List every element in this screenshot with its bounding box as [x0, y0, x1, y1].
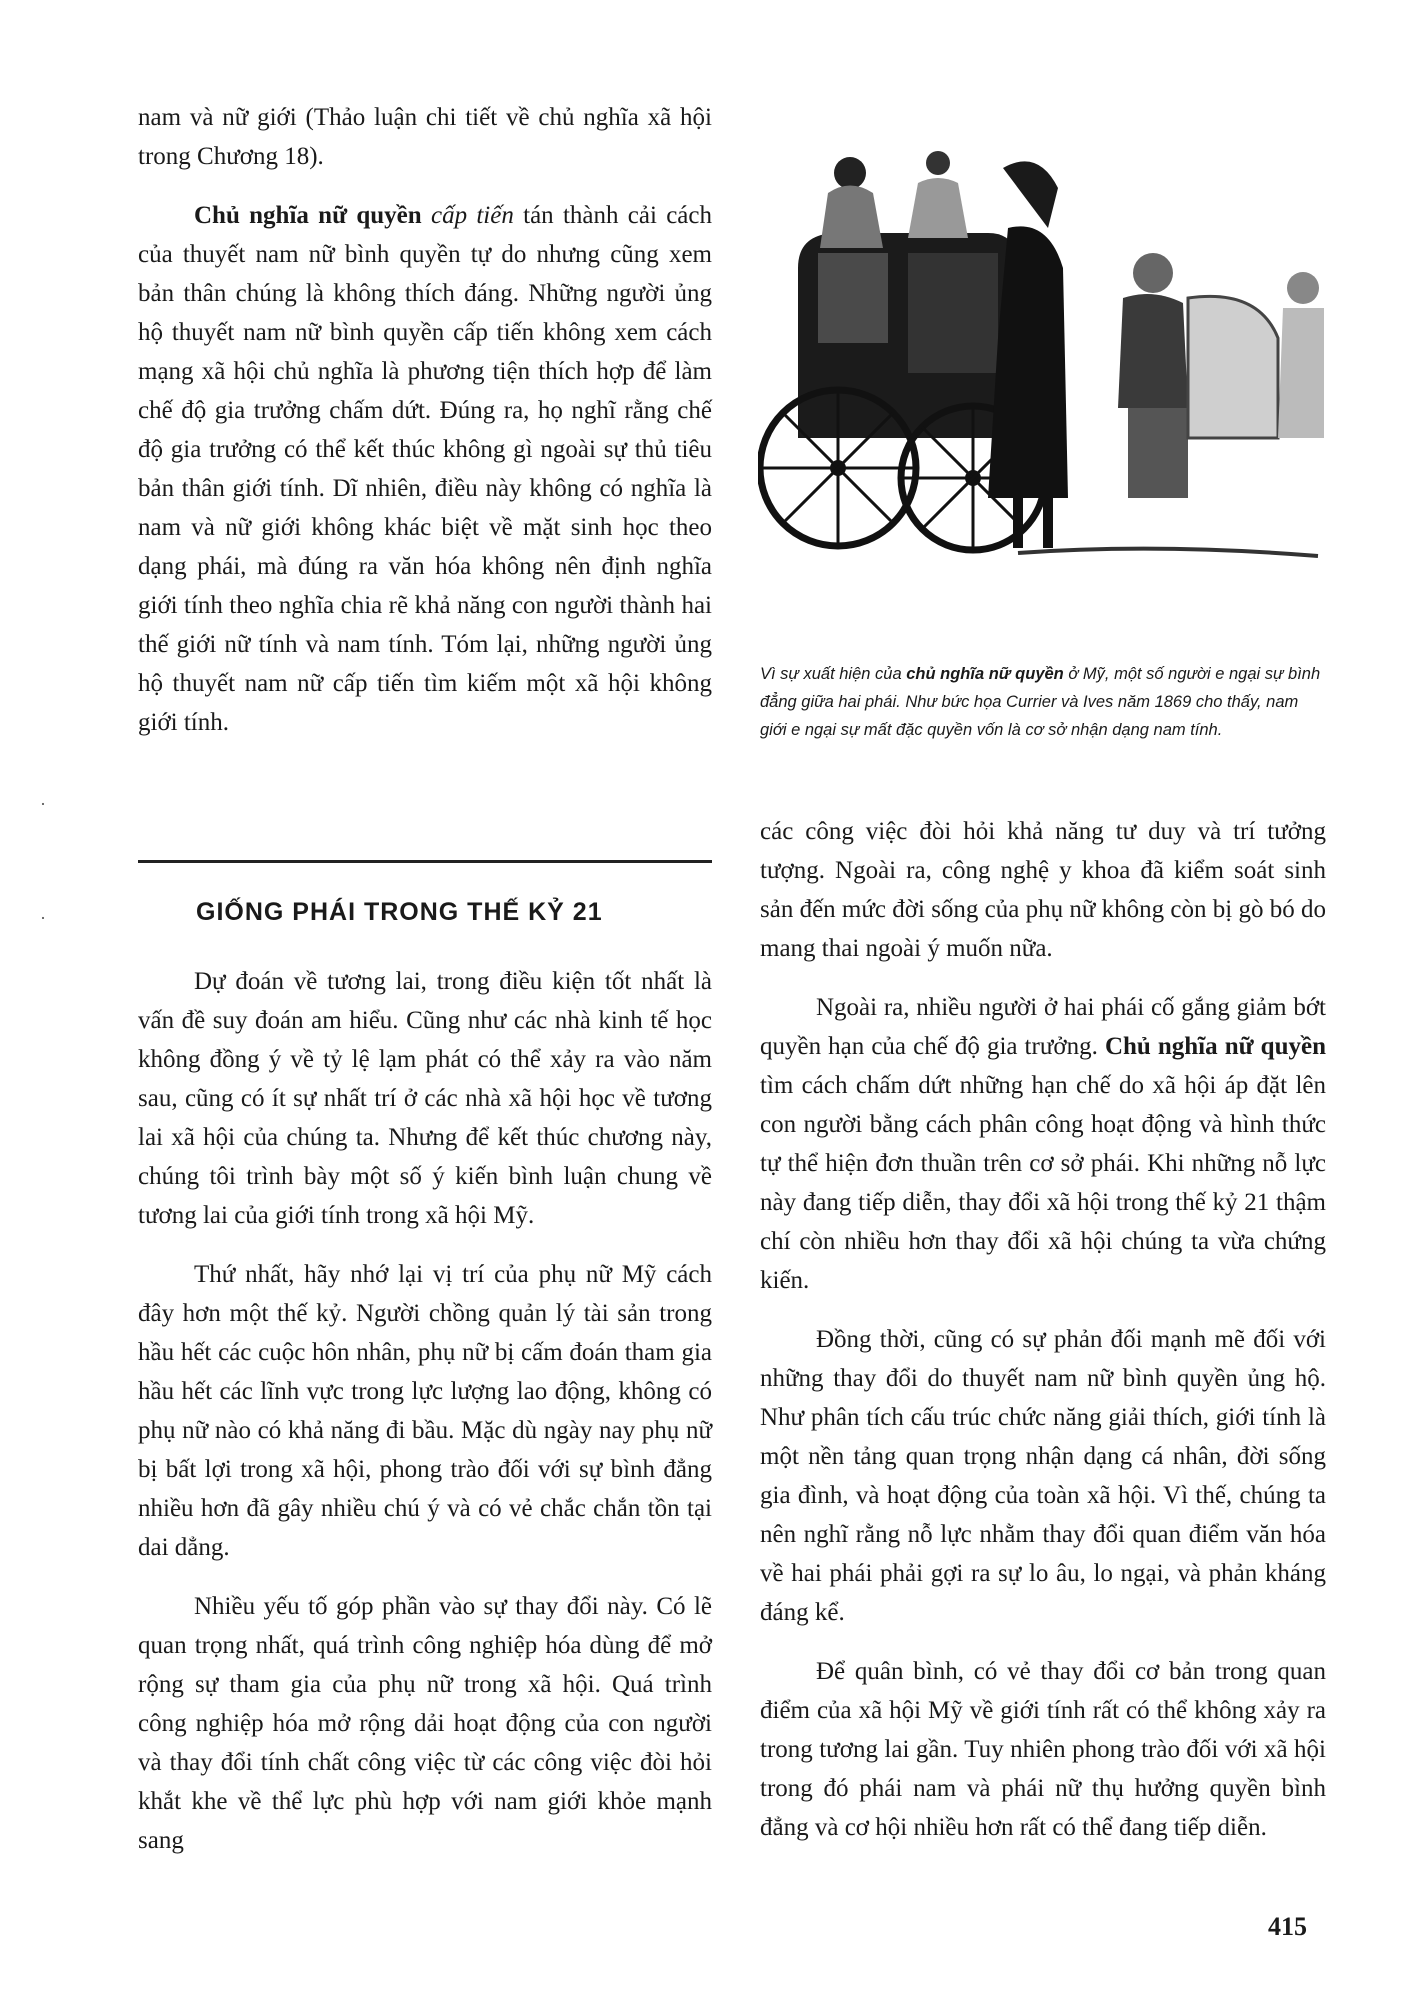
paragraph — [760, 988, 1326, 1300]
paragraph: Để quân bình, có vẻ thay đổi cơ bản trong quan điểm của xã hội Mỹ về giới tính rất có thể không xảy ra trong tương lai gần. Tuy nhiên phong trào đối với xã hội trong đó phái nam và phái nữ thụ hưởng quyền bình đẳng và cơ hội nhiều hơn rất có thể đang tiếp diễn. — [760, 1658, 1326, 1841]
section-rule — [138, 860, 712, 863]
paragraph: các công việc đòi hỏi khả năng tư duy và trí tưởng tượng. Ngoài ra, công nghệ y khoa đã kiểm soát sinh sản đến mức đời sống của phụ nữ không còn bị gò bó do mang thai ngoài ý muốn nữa. — [760, 818, 1326, 962]
caption-text: Vì sự xuất hiện của — [760, 665, 907, 683]
paragraph: Thứ nhất, hãy nhớ lại vị trí của phụ nữ Mỹ cách đây hơn một thế kỷ. Người chồng quản lý tài sản trong hầu hết các cuộc hôn nhân, phụ nữ bị cấm đoán tham gia hầu hết các lĩnh vực trong lực lượng lao động, không có phụ nữ nào có khả năng đi bầu. Mặc dù ngày nay phụ nữ bị bất lợi trong xã hội, phong trào đối với sự bình đẳng nhiều hơn đã gây nhiều chú ý và có vẻ chắc chắn tồn tại dai dẳng. — [138, 1261, 712, 1561]
term-bold: Chủ nghĩa nữ quyền — [194, 202, 422, 229]
right-column — [760, 812, 1326, 1867]
paragraph-text: Ngoài ra, nhiều người ở hai phái cố gắng giảm bớt quyền hạn của chế độ gia trưởng. — [760, 994, 1326, 1060]
scan-mark: · — [40, 908, 46, 928]
figure-caption — [760, 660, 1326, 744]
paragraph-text: tìm cách chấm dứt những hạn chế do xã hội áp đặt lên con người bằng cách phân công hoạt động và hình thức tự thể hiện đơn thuần trên cơ sở phái. Khi những nỗ lực này đang tiếp diễn, thay đổi xã hội trong thế kỷ 21 thậm chí còn nhiều hơn thay đổi xã hội chúng ta vừa chứng kiến. — [760, 1072, 1326, 1294]
illustration — [758, 138, 1324, 638]
paragraph: Nhiều yếu tố góp phần vào sự thay đổi này. Có lẽ quan trọng nhất, quá trình công nghiệp hóa dùng để mở rộng sự tham gia của phụ nữ trong xã hội. Quá trình công nghiệp hóa mở rộng dải hoạt động của con người và thay đổi tính chất công việc từ các công việc đòi hỏi khắt khe về thể lực phù hợp với nam giới khỏe mạnh sang — [138, 1593, 712, 1854]
term-bold: Chủ nghĩa nữ quyền — [1104, 1033, 1326, 1060]
paragraph — [138, 196, 712, 742]
caption-term: chủ nghĩa nữ quyền — [906, 665, 1064, 683]
paragraph: nam và nữ giới (Thảo luận chi tiết về chủ nghĩa xã hội trong Chương 18). — [138, 104, 712, 170]
left-column-top — [138, 98, 712, 762]
carriage-illustration — [758, 138, 1324, 638]
section-heading: GIỐNG PHÁI TRONG THẾ KỶ 21 — [196, 898, 603, 926]
term-italic: cấp tiến — [430, 202, 514, 229]
left-column-bottom — [138, 962, 712, 1880]
page-number: 415 — [1268, 1912, 1307, 1941]
scan-mark: · — [40, 794, 46, 814]
caption-text: ở Mỹ, một số người e ngại sự bình đẳng giữa hai phái. Như bức họa Currier và Ives năm 1869 cho thấy, nam giới e ngại sự mất đặc quyền vốn là cơ sở nhận dạng nam tính. — [760, 665, 1321, 739]
paragraph: Đồng thời, cũng có sự phản đối mạnh mẽ đối với những thay đổi do thuyết nam nữ bình quyền ủng hộ. Như phân tích cấu trúc chức năng giải thích, giới tính là một nền tảng quan trọng nhận dạng cá nhân, đời sống gia đình, và hoạt động của toàn xã hội. Vì thế, chúng ta nên nghĩ rằng nỗ lực nhằm thay đổi quan điểm văn hóa về hai phái phải gợi ra sự lo âu, lo ngại, và phản kháng đáng kể. — [760, 1326, 1326, 1626]
paragraph-text: tán thành cải cách của thuyết nam nữ bình quyền tự do nhưng cũng xem bản thân chúng là không thích đáng. Những người ủng hộ thuyết nam nữ bình quyền cấp tiến không xem cách mạng xã hội chủ nghĩa là phương tiện thích hợp để làm chế độ gia trưởng chấm dứt. Đúng ra, họ nghĩ rằng chế độ gia trưởng có thể kết thúc không gì ngoài sự thủ tiêu bản thân giới tính. Dĩ nhiên, điều này không có nghĩa là nam và nữ giới không khác biệt về mặt sinh học theo dạng phái, mà đúng ra văn hóa không nên định nghĩa giới tính theo nghĩa chia rẽ khả năng con người thành hai thế giới nữ tính và nam tính. Tóm lại, những người ủng hộ thuyết nam nữ cấp tiến tìm kiếm một xã hội không giới tính. — [138, 202, 713, 736]
paragraph: Dự đoán về tương lai, trong điều kiện tốt nhất là vấn đề suy đoán am hiểu. Cũng như các nhà kinh tế học không đồng ý về tỷ lệ lạm phát có thể xảy ra vào năm sau, cũng có ít sự nhất trí ở các nhà xã hội học về tương lai xã hội của chúng ta. Nhưng để kết thúc chương này, chúng tôi trình bày một số ý kiến bình luận chung về tương lai của giới tính trong xã hội Mỹ. — [138, 968, 712, 1229]
